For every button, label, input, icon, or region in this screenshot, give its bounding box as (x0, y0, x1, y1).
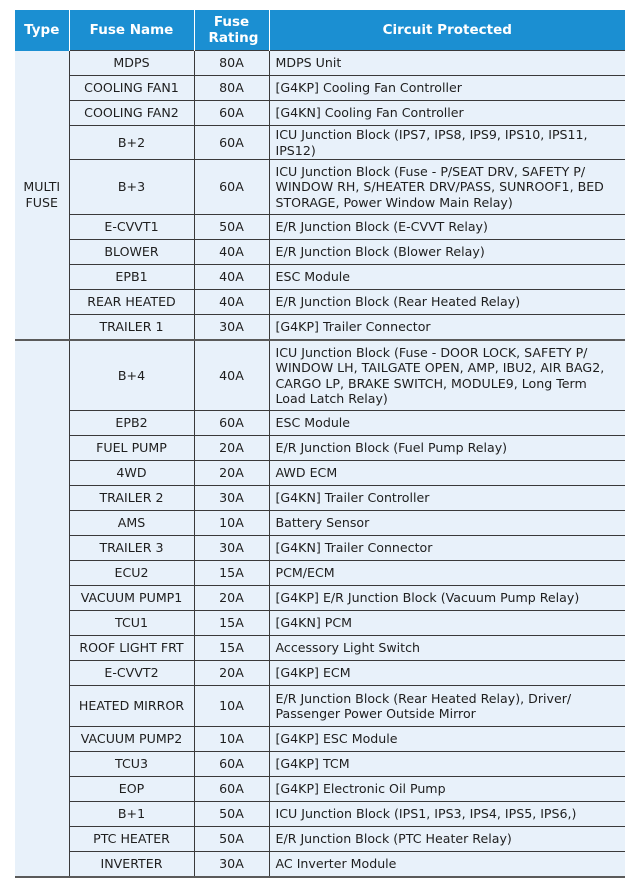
header-circuit-protected: Circuit Protected (269, 10, 625, 51)
fuse-name-cell: COOLING FAN2 (69, 101, 194, 126)
circuit-protected-cell: ICU Junction Block (Fuse - DOOR LOCK, SAFETY P/ WINDOW LH, TAILGATE OPEN, AMP, IBU2, AIR BAG2, CARGO LP, BRAKE SWITCH, MODULE9, Long Term Load Latch Relay) (269, 340, 625, 411)
fuse-rating-cell: 60A (194, 752, 269, 777)
circuit-protected-cell: PCM/ECM (269, 561, 625, 586)
fuse-rating-cell: 15A (194, 561, 269, 586)
fuse-rating-cell: 50A (194, 802, 269, 827)
table-row (15, 411, 625, 436)
table-row (15, 76, 625, 101)
fuse-rating-cell: 20A (194, 461, 269, 486)
fuse-rating-cell: 60A (194, 101, 269, 126)
table-row (15, 636, 625, 661)
circuit-protected-cell: [G4KP] ECM (269, 661, 625, 686)
fuse-rating-cell: 15A (194, 636, 269, 661)
table-row (15, 802, 625, 827)
circuit-protected-cell: AWD ECM (269, 461, 625, 486)
table-row (15, 436, 625, 461)
circuit-protected-cell: AC Inverter Module (269, 852, 625, 878)
fuse-name-cell: MDPS (69, 51, 194, 76)
fuse-name-cell: TCU1 (69, 611, 194, 636)
table-row (15, 777, 625, 802)
table-row (15, 215, 625, 240)
fuse-name-cell: EOP (69, 777, 194, 802)
table-row (15, 686, 625, 727)
fuse-name-cell: 4WD (69, 461, 194, 486)
header-fuse-name: Fuse Name (69, 10, 194, 51)
fuse-name-cell: TRAILER 2 (69, 486, 194, 511)
fuse-name-cell: B+2 (69, 126, 194, 160)
circuit-protected-cell: [G4KN] Trailer Connector (269, 536, 625, 561)
fuse-rating-cell: 80A (194, 76, 269, 101)
fuse-rating-cell: 60A (194, 777, 269, 802)
header-type: Type (15, 10, 69, 51)
fuse-name-cell: PTC HEATER (69, 827, 194, 852)
fuse-rating-cell: 60A (194, 411, 269, 436)
fuse-rating-cell: 30A (194, 852, 269, 878)
fuse-name-cell: EPB2 (69, 411, 194, 436)
circuit-protected-cell: [G4KN] Trailer Controller (269, 486, 625, 511)
table-row (15, 315, 625, 341)
circuit-protected-cell: E/R Junction Block (Blower Relay) (269, 240, 625, 265)
circuit-protected-cell: ICU Junction Block (IPS1, IPS3, IPS4, IPS5, IPS6,) (269, 802, 625, 827)
fuse-rating-cell: 50A (194, 215, 269, 240)
circuit-protected-cell: Accessory Light Switch (269, 636, 625, 661)
table-row (15, 290, 625, 315)
circuit-protected-cell: E/R Junction Block (PTC Heater Relay) (269, 827, 625, 852)
table-body (15, 51, 625, 878)
table-row (15, 240, 625, 265)
table-row (15, 536, 625, 561)
fuse-rating-cell: 60A (194, 126, 269, 160)
table-row (15, 486, 625, 511)
fuse-name-cell: EPB1 (69, 265, 194, 290)
fuse-name-cell: B+4 (69, 340, 194, 411)
circuit-protected-cell: [G4KP] Cooling Fan Controller (269, 76, 625, 101)
circuit-protected-cell: ESC Module (269, 411, 625, 436)
fuse-rating-cell: 10A (194, 727, 269, 752)
circuit-protected-cell: ESC Module (269, 265, 625, 290)
circuit-protected-cell: [G4KN] Cooling Fan Controller (269, 101, 625, 126)
fuse-rating-cell: 50A (194, 827, 269, 852)
fuse-name-cell: BLOWER (69, 240, 194, 265)
fuse-name-cell: HEATED MIRROR (69, 686, 194, 727)
fuse-rating-cell: 20A (194, 436, 269, 461)
circuit-protected-cell: [G4KP] Trailer Connector (269, 315, 625, 341)
table-row (15, 852, 625, 878)
table-row (15, 827, 625, 852)
fuse-name-cell: ECU2 (69, 561, 194, 586)
type-cell (15, 340, 69, 877)
table-row (15, 160, 625, 215)
circuit-protected-cell: ICU Junction Block (IPS7, IPS8, IPS9, IPS10, IPS11, IPS12) (269, 126, 625, 160)
circuit-protected-cell: E/R Junction Block (Rear Heated Relay), Driver/ Passenger Power Outside Mirror (269, 686, 625, 727)
fuse-rating-cell: 20A (194, 661, 269, 686)
circuit-protected-cell: E/R Junction Block (Fuel Pump Relay) (269, 436, 625, 461)
fuse-name-cell: E-CVVT2 (69, 661, 194, 686)
fuse-rating-cell: 40A (194, 240, 269, 265)
table-row (15, 461, 625, 486)
table-row (15, 727, 625, 752)
header-fuse-rating: Fuse Rating (194, 10, 269, 51)
circuit-protected-cell: E/R Junction Block (Rear Heated Relay) (269, 290, 625, 315)
circuit-protected-cell: [G4KP] TCM (269, 752, 625, 777)
table-row (15, 340, 625, 411)
fuse-name-cell: VACUUM PUMP2 (69, 727, 194, 752)
table-row (15, 511, 625, 536)
table-row (15, 752, 625, 777)
table-row (15, 265, 625, 290)
table-row (15, 586, 625, 611)
circuit-protected-cell: Battery Sensor (269, 511, 625, 536)
fuse-name-cell: B+1 (69, 802, 194, 827)
fuse-table (15, 10, 625, 878)
table-header (15, 10, 625, 51)
table-row (15, 101, 625, 126)
fuse-rating-cell: 10A (194, 686, 269, 727)
circuit-protected-cell: MDPS Unit (269, 51, 625, 76)
fuse-name-cell: TRAILER 3 (69, 536, 194, 561)
circuit-protected-cell: [G4KP] ESC Module (269, 727, 625, 752)
fuse-name-cell: E-CVVT1 (69, 215, 194, 240)
fuse-name-cell: AMS (69, 511, 194, 536)
table-row (15, 661, 625, 686)
fuse-rating-cell: 40A (194, 290, 269, 315)
fuse-rating-cell: 30A (194, 315, 269, 341)
fuse-name-cell: TCU3 (69, 752, 194, 777)
circuit-protected-cell: [G4KP] E/R Junction Block (Vacuum Pump Relay) (269, 586, 625, 611)
fuse-name-cell: ROOF LIGHT FRT (69, 636, 194, 661)
fuse-rating-cell: 60A (194, 160, 269, 215)
fuse-name-cell: VACUUM PUMP1 (69, 586, 194, 611)
fuse-name-cell: COOLING FAN1 (69, 76, 194, 101)
fuse-name-cell: B+3 (69, 160, 194, 215)
table-row (15, 51, 625, 76)
fuse-name-cell: INVERTER (69, 852, 194, 878)
table-row (15, 611, 625, 636)
fuse-rating-cell: 40A (194, 340, 269, 411)
fuse-rating-cell: 30A (194, 486, 269, 511)
type-cell: MULTI FUSE (15, 51, 69, 341)
fuse-rating-cell: 20A (194, 586, 269, 611)
fuse-name-cell: REAR HEATED (69, 290, 194, 315)
circuit-protected-cell: ICU Junction Block (Fuse - P/SEAT DRV, SAFETY P/ WINDOW RH, S/HEATER DRV/PASS, SUNROOF1, BED STORAGE, Power Window Main Relay) (269, 160, 625, 215)
circuit-protected-cell: [G4KP] Electronic Oil Pump (269, 777, 625, 802)
fuse-name-cell: FUEL PUMP (69, 436, 194, 461)
fuse-rating-cell: 15A (194, 611, 269, 636)
fuse-rating-cell: 40A (194, 265, 269, 290)
fuse-rating-cell: 80A (194, 51, 269, 76)
fuse-name-cell: TRAILER 1 (69, 315, 194, 341)
circuit-protected-cell: [G4KN] PCM (269, 611, 625, 636)
table-row (15, 561, 625, 586)
fuse-rating-cell: 30A (194, 536, 269, 561)
circuit-protected-cell: E/R Junction Block (E-CVVT Relay) (269, 215, 625, 240)
fuse-rating-cell: 10A (194, 511, 269, 536)
table-row (15, 126, 625, 160)
